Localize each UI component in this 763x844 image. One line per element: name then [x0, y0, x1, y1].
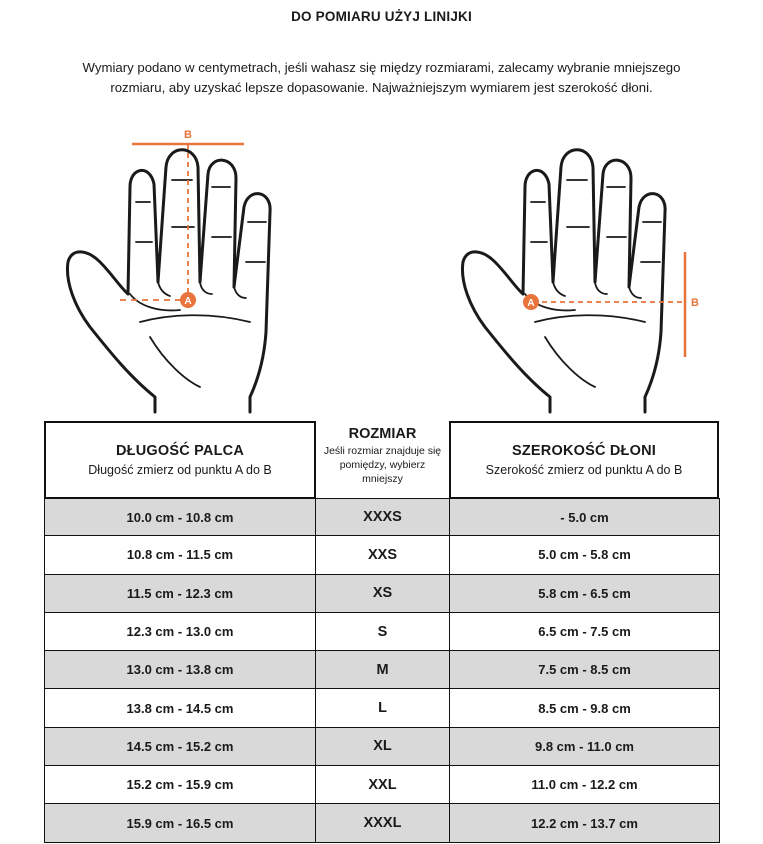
size-cell: XS	[316, 575, 449, 613]
palm-width-hand-illustration	[455, 122, 715, 414]
finger-length-cell: 12.3 cm - 13.0 cm	[44, 613, 316, 651]
table-row	[44, 536, 720, 574]
page-title: DO POMIARU UŻYJ LINIJKI	[291, 9, 472, 24]
size-table	[44, 498, 720, 843]
size-cell: L	[316, 689, 449, 727]
size-cell: XXS	[316, 536, 449, 574]
point-b-label: B	[691, 297, 699, 309]
table-row	[44, 728, 720, 766]
size-subtitle: Jeśli rozmiar znajduje się pomiędzy, wybierz mniejszy	[323, 445, 442, 485]
finger-length-cell: 14.5 cm - 15.2 cm	[44, 728, 316, 766]
finger-length-cell: 10.8 cm - 11.5 cm	[44, 536, 316, 574]
palm-width-header	[449, 421, 719, 499]
intro-text	[40, 58, 723, 98]
palm-width-cell: 6.5 cm - 7.5 cm	[449, 613, 720, 651]
palm-width-subtitle: Szerokość zmierz od punktu A do B	[485, 463, 683, 477]
table-row	[44, 804, 720, 842]
table-row	[44, 689, 720, 727]
table-row	[44, 498, 720, 536]
finger-length-subtitle: Długość zmierz od punktu A do B	[88, 463, 272, 477]
size-header	[316, 421, 449, 499]
palm-width-cell: 9.8 cm - 11.0 cm	[449, 728, 720, 766]
table-row	[44, 766, 720, 804]
intro-line-2: rozmiaru, aby uzyskać lepsze dopasowanie. Najważniejszym wymiarem jest szerokość dłoni.	[110, 80, 653, 95]
table-row	[44, 575, 720, 613]
palm-width-cell: 5.8 cm - 6.5 cm	[449, 575, 720, 613]
size-cell: XL	[316, 728, 449, 766]
finger-length-title: DŁUGOŚĆ PALCA	[116, 443, 244, 459]
palm-width-cell: - 5.0 cm	[449, 498, 720, 536]
palm-width-cell: 7.5 cm - 8.5 cm	[449, 651, 720, 689]
palm-width-cell: 12.2 cm - 13.7 cm	[449, 804, 720, 842]
size-cell: XXL	[316, 766, 449, 804]
palm-width-cell: 5.0 cm - 5.8 cm	[449, 536, 720, 574]
table-row	[44, 651, 720, 689]
palm-width-title: SZEROKOŚĆ DŁONI	[512, 443, 656, 459]
table-row	[44, 613, 720, 651]
intro-line-1: Wymiary podano w centymetrach, jeśli wahasz się między rozmiarami, zalecamy wybranie mniejszego	[82, 60, 681, 75]
finger-length-header	[44, 421, 316, 499]
finger-length-cell: 13.0 cm - 13.8 cm	[44, 651, 316, 689]
size-title: ROZMIAR	[348, 426, 417, 442]
finger-length-cell: 15.2 cm - 15.9 cm	[44, 766, 316, 804]
point-a-label: A	[184, 296, 192, 307]
size-cell: M	[316, 651, 449, 689]
size-cell: XXXS	[316, 498, 449, 536]
finger-length-cell: 10.0 cm - 10.8 cm	[44, 498, 316, 536]
finger-length-cell: 15.9 cm - 16.5 cm	[44, 804, 316, 842]
finger-length-cell: 13.8 cm - 14.5 cm	[44, 689, 316, 727]
finger-length-hand-illustration	[60, 122, 290, 414]
size-cell: XXXL	[316, 804, 449, 842]
point-a-label: A	[527, 298, 535, 309]
palm-width-cell: 11.0 cm - 12.2 cm	[449, 766, 720, 804]
palm-width-cell: 8.5 cm - 9.8 cm	[449, 689, 720, 727]
hand-diagrams	[0, 118, 763, 418]
size-cell: S	[316, 613, 449, 651]
finger-length-cell: 11.5 cm - 12.3 cm	[44, 575, 316, 613]
point-b-label: B	[184, 129, 192, 141]
